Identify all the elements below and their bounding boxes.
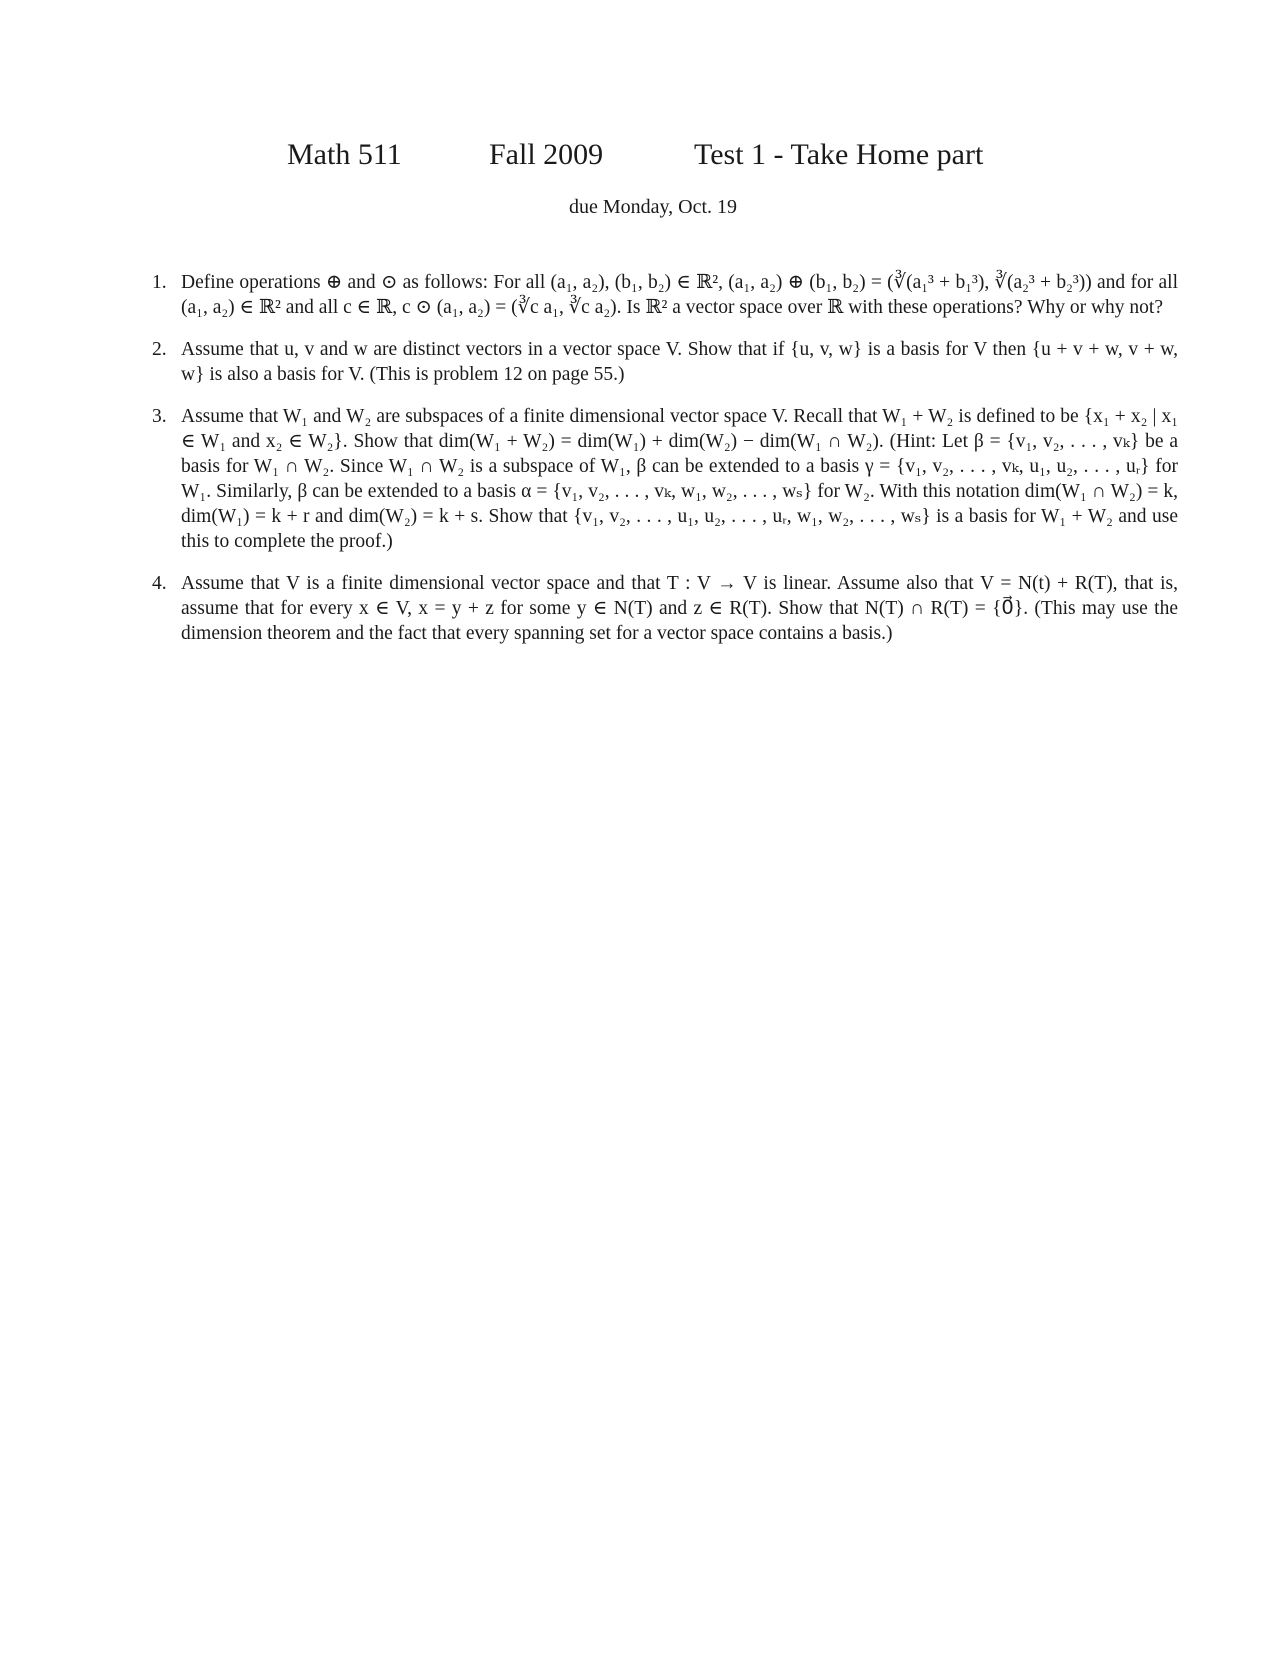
test-title: Test 1 - Take Home part <box>694 138 984 171</box>
problem-text: Assume that V is a finite dimensional vector space and that T : V → V is linear. Assume also that V = N(t) + R(T), that is, assume that for every x ∈ V, x = y + z for some y ∈ N(T) and z ∈ R(T). Show that N(T) ∩ R(T) = {0⃗}. (This may use the dimension theorem and the fact that every spanning set for a vector space contains a basis.) <box>181 573 1178 644</box>
problem-text: Assume that u, v and w are distinct vectors in a vector space V. Show that if {u, v, w} is a basis for V then {u + v + w, v + w, w} is also a basis for V. (This is problem 12 on page 55.) <box>181 339 1178 385</box>
problem-list <box>152 270 1178 663</box>
problem-item <box>152 337 1178 387</box>
problem-number: 1. <box>152 272 167 293</box>
document-header <box>0 138 1280 178</box>
problem-number: 4. <box>152 573 167 594</box>
problem-item <box>152 270 1178 320</box>
problem-item <box>152 404 1178 554</box>
problem-text: Define operations ⊕ and ⊙ as follows: For all (a₁, a₂), (b₁, b₂) ∈ ℝ², (a₁, a₂) ⊕ (b₁, b₂) = (∛(a₁³ + b₁³), ∛(a₂³ + b₂³)) and for all (a₁, a₂) ∈ ℝ² and all c ∈ ℝ, c ⊙ (a₁, a₂) = (∛c a₁, ∛c a₂). Is ℝ² a vector space over ℝ with these operations? Why or why not? <box>181 272 1178 318</box>
problem-item <box>152 571 1178 646</box>
problem-number: 2. <box>152 339 167 360</box>
term-label: Fall 2009 <box>489 138 604 171</box>
course-name: Math 511 <box>287 138 402 171</box>
due-date: due Monday, Oct. 19 <box>568 196 738 218</box>
problem-text: Assume that W₁ and W₂ are subspaces of a finite dimensional vector space V. Recall that W₁ + W₂ is defined to be {x₁ + x₂ | x₁ ∈ W₁ and x₂ ∈ W₂}. Show that dim(W₁ + W₂) = dim(W₁) + dim(W₂) − dim(W₁ ∩ W₂). (Hint: Let β = {v₁, v₂, . . . , vₖ} be a basis for W₁ ∩ W₂. Since W₁ ∩ W₂ is a subspace of W₁, β can be extended to a basis γ = {v₁, v₂, . . . , vₖ, u₁, u₂, . . . , uᵣ} for W₁. Similarly, β can be extended to a basis α = {v₁, v₂, . . . , vₖ, w₁, w₂, . . . , wₛ} for W₂. With this notation dim(W₁ ∩ W₂) = k, dim(W₁) = k + r and dim(W₂) = k + s. Show that {v₁, v₂, . . . , u₁, u₂, . . . , uᵣ, w₁, w₂, . . . , wₛ} is a basis for W₁ + W₂ and use this to complete the proof.) <box>181 406 1178 552</box>
problem-number: 3. <box>152 406 167 427</box>
